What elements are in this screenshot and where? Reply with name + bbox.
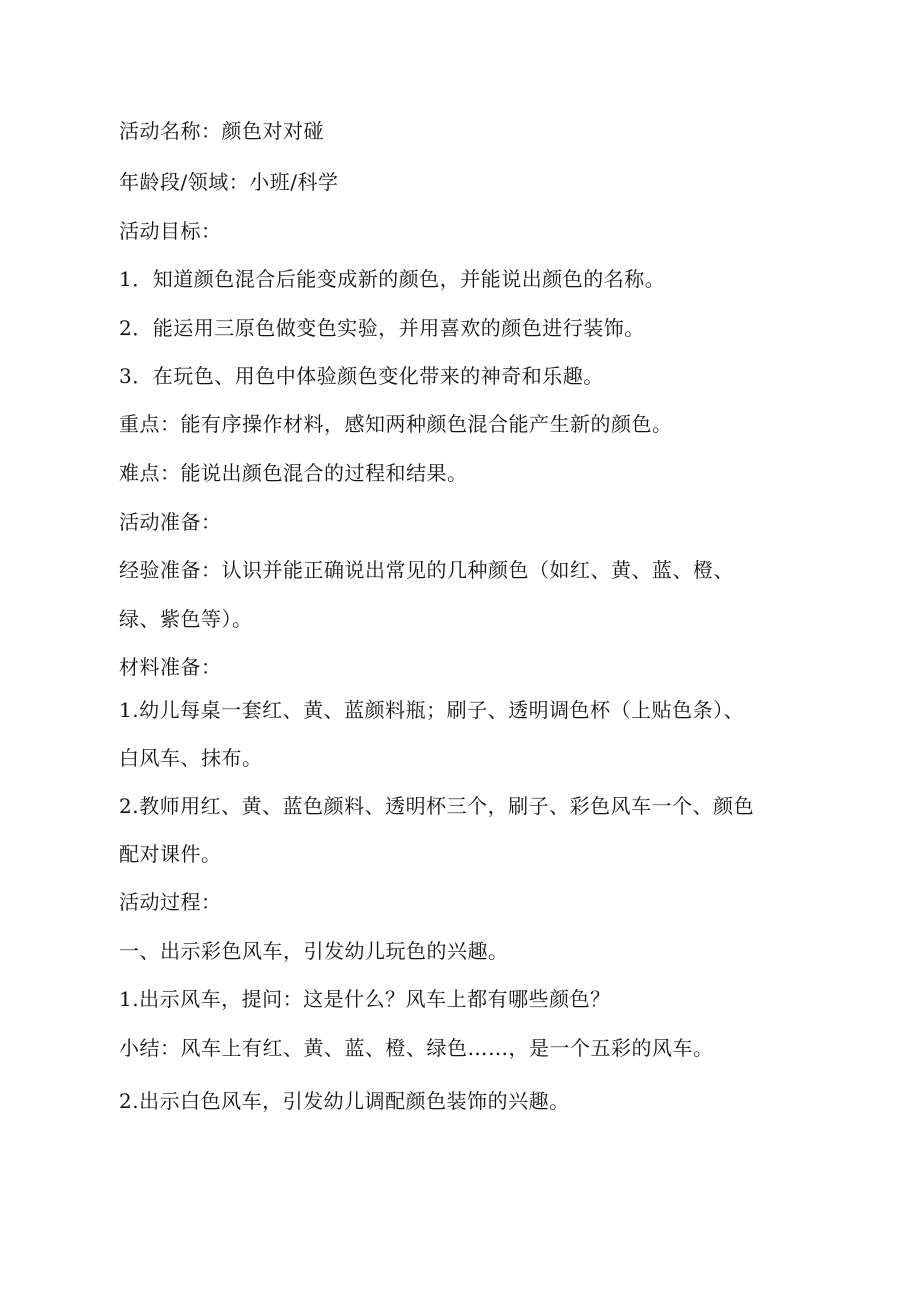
goal-1: 1．知道颜色混合后能变成新的颜色，并能说出颜色的名称。 xyxy=(119,267,666,291)
activity-name: 活动名称：颜色对对碰 xyxy=(119,119,324,143)
process-step-1-2: 2.出示白色风车，引发幼儿调配颜色装饰的兴趣。 xyxy=(119,1089,570,1113)
materials-1-line-2: 白风车、抹布。 xyxy=(119,746,263,770)
process-step-1-1: 1.出示风车，提问：这是什么？风车上都有哪些颜色？ xyxy=(119,987,611,1011)
summary: 小结：风车上有红、黄、蓝、橙、绿色……，是一个五彩的风车。 xyxy=(119,1036,714,1060)
materials-2-line-2: 配对课件。 xyxy=(119,842,222,866)
materials-1-line-1: 1.幼儿每桌一套红、黄、蓝颜料瓶；刷子、透明调色杯（上贴色条）、 xyxy=(119,698,745,722)
process-heading: 活动过程： xyxy=(119,890,222,914)
difficulty: 难点：能说出颜色混合的过程和结果。 xyxy=(119,461,468,485)
age-domain: 年龄段/领域：小班/科学 xyxy=(119,170,339,194)
experience-prep-line-1: 经验准备：认识并能正确说出常见的几种颜色（如红、黄、蓝、橙、 xyxy=(119,558,734,582)
goal-3: 3．在玩色、用色中体验颜色变化带来的神奇和乐趣。 xyxy=(119,364,604,388)
materials-2-line-1: 2.教师用红、黄、蓝色颜料、透明杯三个，刷子、彩色风车一个、颜色 xyxy=(119,794,755,818)
experience-prep-line-2: 绿、紫色等）。 xyxy=(119,607,253,631)
goal-2: 2．能运用三原色做变色实验，并用喜欢的颜色进行装饰。 xyxy=(119,316,645,340)
goals-heading: 活动目标： xyxy=(119,219,222,243)
preparation-heading: 活动准备： xyxy=(119,510,222,534)
process-step-1: 一、出示彩色风车，引发幼儿玩色的兴趣。 xyxy=(119,939,509,963)
key-point: 重点：能有序操作材料，感知两种颜色混合能产生新的颜色。 xyxy=(119,412,673,436)
materials-heading: 材料准备： xyxy=(119,655,222,679)
